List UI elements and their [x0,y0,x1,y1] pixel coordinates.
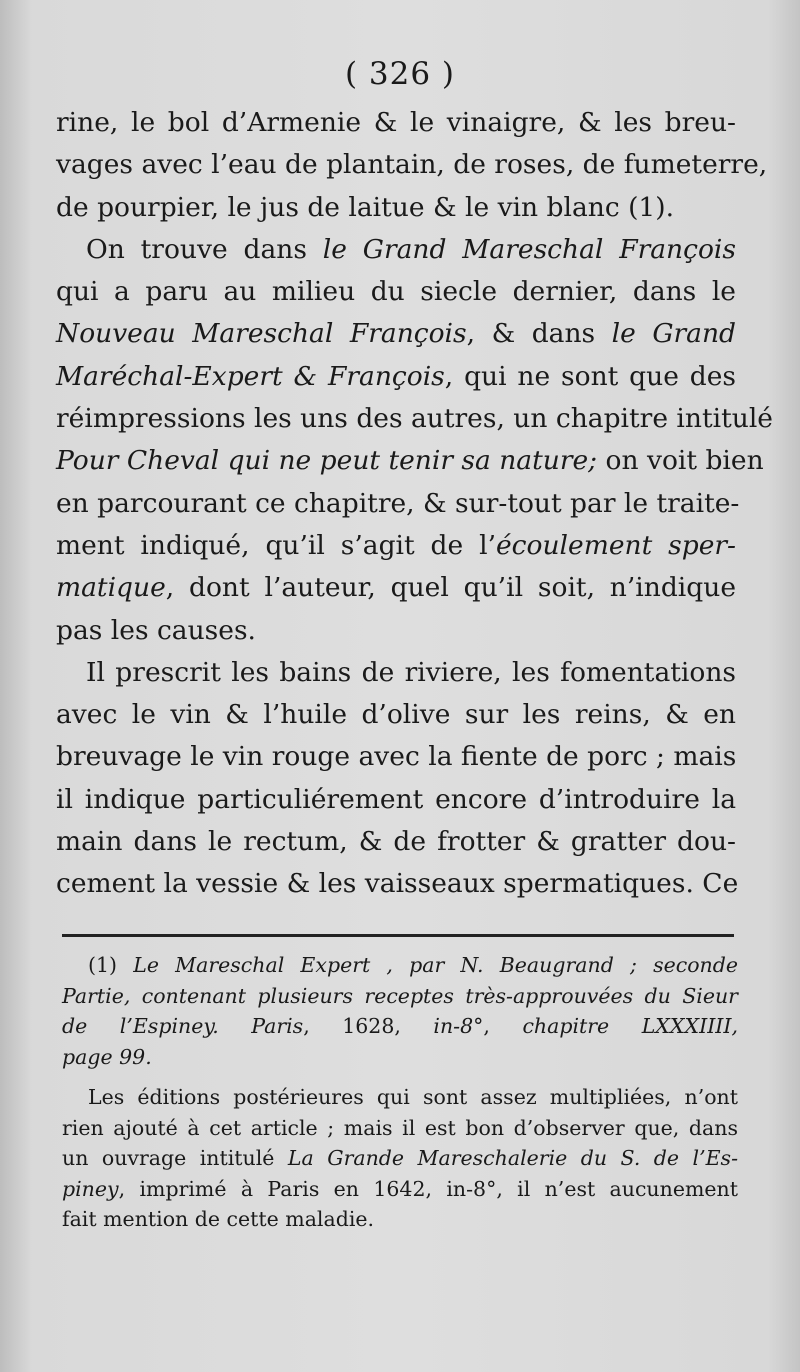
footnote-line: rien ajouté à cet article ; mais il est bon d’observer que, dans [62,1115,738,1140]
text-line: rine, le bol d’Armenie & le vinaigre, & les breu- [56,107,736,138]
chapter-title-italic: Pour Cheval qui ne peut tenir sa nature; [56,445,598,477]
text-run: , qui ne sont que des [444,360,736,392]
footnote-gap [62,1072,738,1082]
paragraph-3 [56,652,739,906]
text-run: , 1628, [303,1014,434,1038]
citation-italic: chapitre LXXXIIII, [522,1014,738,1038]
text-line: Il prescrit les bains de riviere, les fomentations [86,656,736,688]
paragraph-2 [56,229,773,652]
text-line [56,525,736,567]
text-line: qui a paru au milieu du siecle dernier, dans le [56,276,736,308]
text-line: main dans le rectum, & de frotter & gratter dou- [56,826,736,858]
footnote-2 [62,1082,738,1235]
text-run: un ouvrage intitulé [62,1146,288,1170]
title-italic: La Grande Mareschalerie du S. de l’Es- [287,1146,738,1170]
title-italic: Maréchal-Expert & François [56,360,445,392]
text-line: vages avec l’eau de plantain, de roses, de fumeterre, [56,149,768,181]
citation-italic: page 99. [62,1044,152,1069]
text-line: de pourpier, le jus de laitue & le vin blanc (1). [56,191,675,223]
text-run: , imprimé à Paris en 1642, in-8°, il n’est aucunement [118,1176,738,1201]
text-line [56,356,736,398]
paragraph-1 [56,102,768,229]
footnote-marker: (1) [88,953,134,977]
citation-italic: Partie, contenant plusieurs receptes très-approuvées du Sieur [62,983,738,1008]
text-line [56,567,736,609]
text-run: ment indiqué, qu’il s’agit de l’ [56,529,496,561]
term-italic: matique [56,572,166,604]
citation-italic: Le Mareschal Expert , par N. Beaugrand ; seconde [133,953,738,977]
footnote-line [62,981,738,1012]
footnote-line [62,950,738,981]
footnote-line [62,1042,738,1073]
citation-italic: in-8° [433,1014,484,1038]
page-number: ( 326 ) [344,56,456,92]
text-line: breuvage le vin rouge avec la fiente de porc ; mais [56,741,737,773]
text-line: cement la vessie & les vaisseaux spermatiques. Ce [56,868,739,900]
footnote-1 [62,950,738,1072]
main-text [56,102,773,906]
text-line: avec le vin & l’huile d’olive sur les reins, & en [56,699,736,731]
footnote-line: Les éditions postérieures qui sont assez multipliées, n’ont [88,1085,738,1109]
term-italic: écoulement sper- [496,529,736,561]
footnote-line [62,1011,738,1042]
footnote-divider [62,934,734,937]
text-run: , [483,1014,523,1038]
footnotes [62,950,738,1235]
title-italic: le Grand Mareschal François [322,233,736,265]
title-italic: piney [62,1176,119,1201]
footnote-line [62,1174,738,1205]
citation-italic: de l’Espiney. [62,1014,219,1038]
text-line: il indique particuliérement encore d’introduire la [56,783,736,815]
title-italic: le Grand [611,318,737,350]
title-italic: Nouveau Mareschal François [56,318,467,350]
text-line [56,313,736,355]
text-line: en parcourant ce chapitre, & sur-tout par le traite- [56,487,740,519]
text-line: pas les causes. [56,614,256,646]
text-line [56,440,764,482]
text-run: , & dans [466,318,612,350]
text-line: réimpressions les uns des autres, un chapitre intitulé [56,403,773,435]
footnote-line [62,1143,738,1174]
footnote-line: fait mention de cette maladie. [62,1207,375,1231]
text-run: On trouve dans [86,233,323,265]
text-run: on voit bien [597,445,764,477]
text-run: , dont l’auteur, quel qu’il soit, n’indique [165,572,736,604]
citation-italic: Paris [218,1014,304,1038]
text-line [56,229,736,271]
